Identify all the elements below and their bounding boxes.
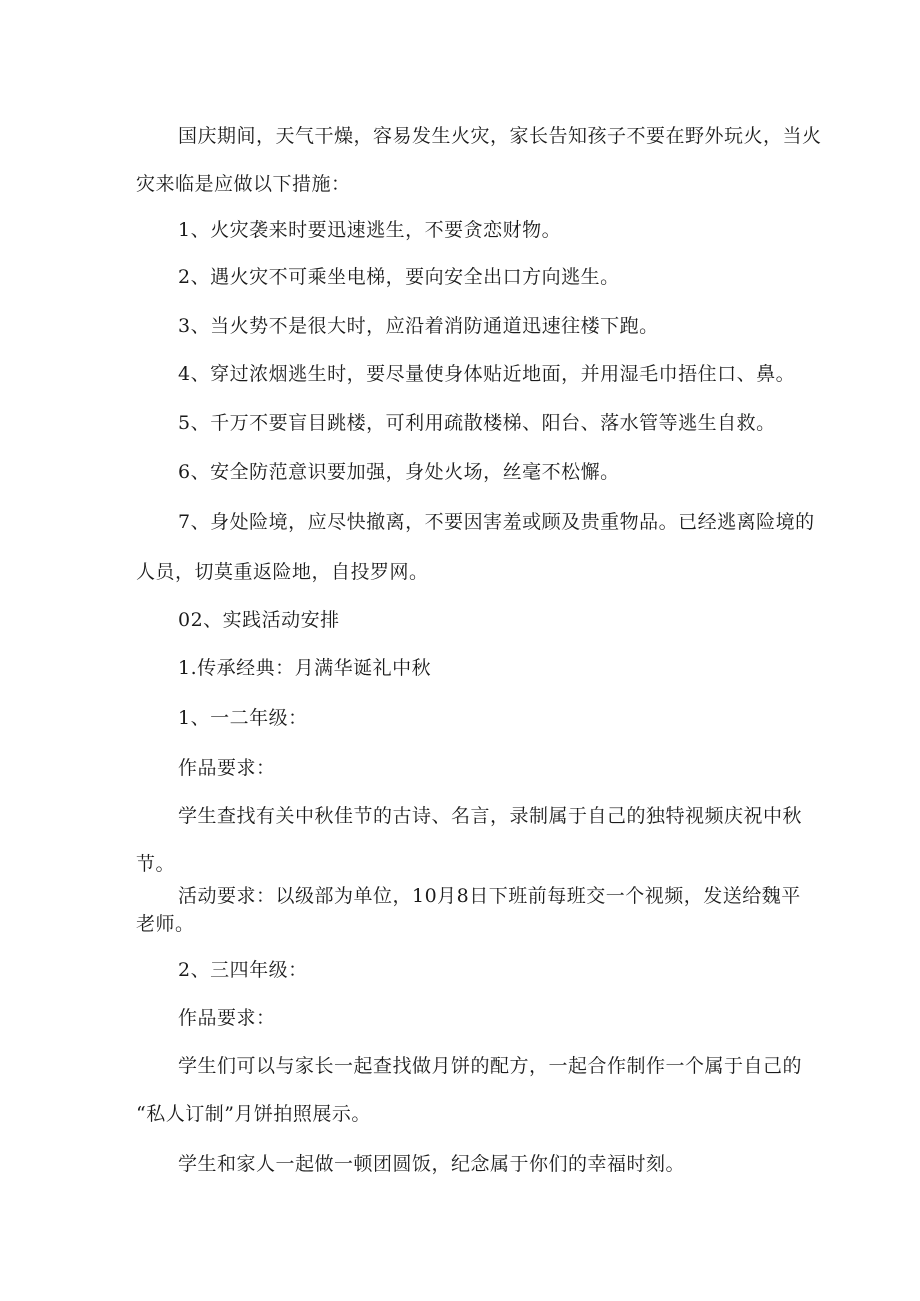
section-heading: 02、实践活动安排 (178, 609, 340, 631)
grade-1-2-heading: 1、一二年级： (178, 707, 308, 729)
fire-measure-3: 3、当火势不是很大时，应沿着消防通道迅速往楼下跑。 (178, 315, 659, 337)
activity-requirement-line-2: 老师。 (136, 913, 195, 935)
grade-3-4-heading: 2、三四年级： (178, 959, 308, 981)
grade-3-4-task-line-1: 学生们可以与家长一起查找做月饼的配方，一起合作制作一个属于自己的 (178, 1055, 803, 1077)
grade-3-4-task-line-2: “私人订制”月饼拍照展示。 (136, 1103, 371, 1125)
work-requirement-label-2: 作品要求： (178, 1007, 276, 1029)
grade-1-2-task-line-2: 节。 (136, 853, 176, 875)
activity-requirement-line-1: 活动要求：以级部为单位，10月8日下班前每班交一个视频，发送给魏平 (178, 885, 801, 907)
fire-measure-1: 1、火灾袭来时要迅速逃生，不要贪恋财物。 (178, 219, 562, 241)
work-requirement-label-1: 作品要求： (178, 757, 276, 779)
grade-1-2-task-line-1: 学生查找有关中秋佳节的古诗、名言，录制属于自己的独特视频庆祝中秋 (178, 805, 803, 827)
fire-measure-7-line-1: 7、身处险境，应尽快撤离，不要因害羞或顾及贵重物品。已经逃离险境的 (178, 511, 815, 533)
fire-measure-4: 4、穿过浓烟逃生时，要尽量使身体贴近地面，并用湿毛巾捂住口、鼻。 (178, 363, 796, 385)
fire-measure-6: 6、安全防范意识要加强，身处火场，丝毫不松懈。 (178, 461, 620, 483)
paragraph-intro-line-1: 国庆期间，天气干燥，容易发生火灾，家长告知孩子不要在野外玩火，当火 (178, 125, 822, 147)
paragraph-intro-line-2: 灾来临是应做以下措施： (136, 173, 351, 195)
family-dinner-line: 学生和家人一起做一顿团圆饭，纪念属于你们的幸福时刻。 (178, 1153, 686, 1175)
fire-measure-5: 5、千万不要盲目跳楼，可利用疏散楼梯、阳台、落水管等逃生自救。 (178, 412, 776, 434)
activity-title: 1.传承经典：月满华诞礼中秋 (178, 657, 432, 679)
fire-measure-2: 2、遇火灾不可乘坐电梯，要向安全出口方向逃生。 (178, 266, 620, 288)
fire-measure-7-line-2: 人员，切莫重返险地，自投罗网。 (136, 561, 429, 583)
